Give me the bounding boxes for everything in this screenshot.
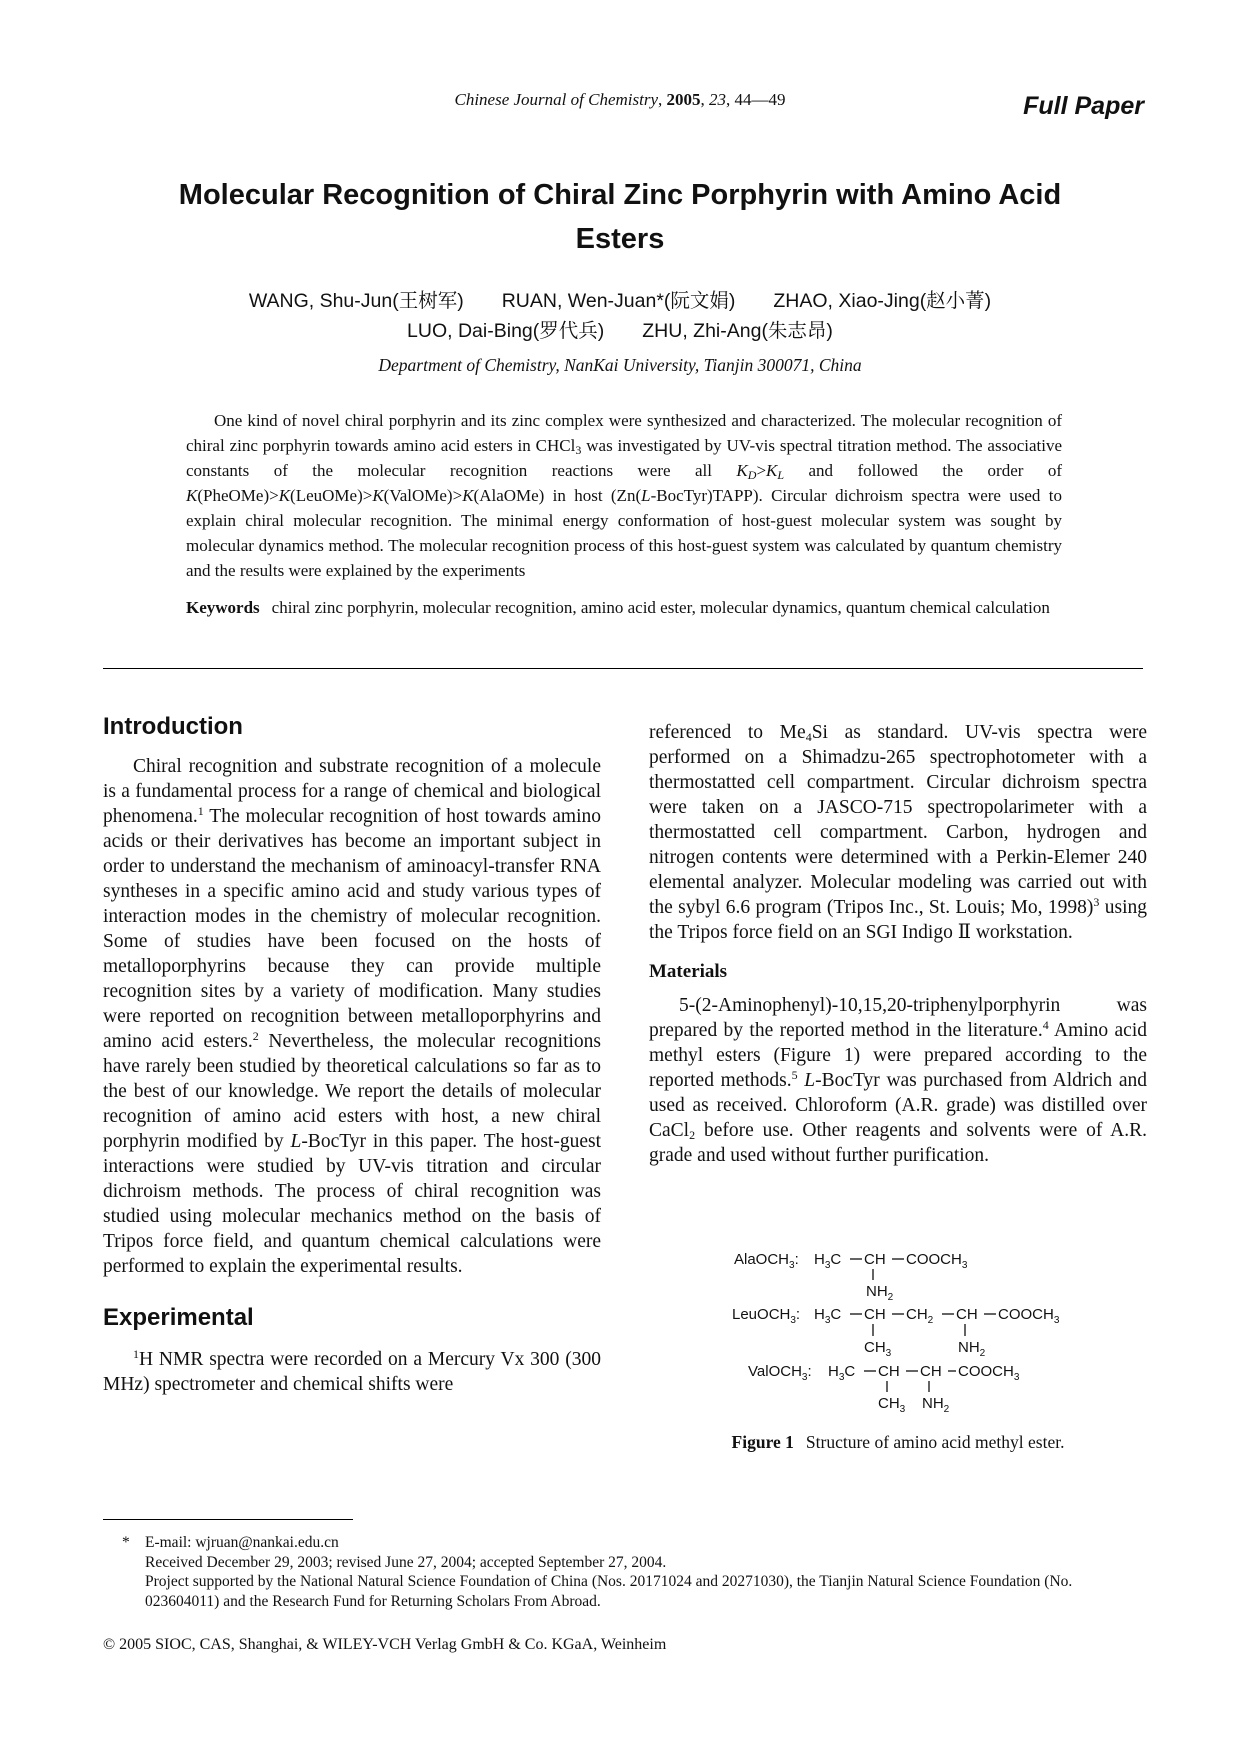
val-ch3: $CH_3$: [878, 1395, 906, 1414]
leu-formula: LeuOCH$_3$: $H_3C$: [732, 1306, 842, 1326]
body-text: -BocTyr in this paper. The host-guest interactions were studied by UV-vis titration and circular dichroism methods. The process of chiral recognition was studied using molecular mechanics method on the basis of Tripos force field, and quantum chemical calculations were performed to explain the experimental results.: [103, 1131, 601, 1277]
ala-formula: AlaOCH$_3$: $H_3C$: [734, 1251, 842, 1271]
running-head: Chinese Journal of Chemistry, 2005, 23, 44—49: [454, 90, 786, 109]
citation: 5: [791, 1068, 798, 1082]
journal-year: 2005: [666, 90, 701, 109]
journal-volume: 23: [709, 90, 726, 109]
abstract-text: (AlaOMe) in host (Zn(: [473, 486, 642, 505]
paper-title: Molecular Recognition of Chiral Zinc Porphyrin with Amino Acid Esters: [178, 179, 1062, 255]
body-text: Nevertheless, the molecular recognitions have rarely been studied by theoretical calculations so far as to the best of our knowledge. We report the details of molecular recognition of amino acid esters with host, a new chiral porphyrin modified by: [103, 1031, 602, 1152]
symbol-k: K: [462, 486, 474, 505]
val-formula: ValOCH$_3$: $H_3C$: [748, 1363, 856, 1383]
materials-paragraph: [649, 993, 1147, 1168]
author: ZHU, Zhi-Ang(朱志昂): [642, 320, 833, 342]
symbol-k: K: [186, 486, 198, 505]
symbol-l: L: [804, 1070, 816, 1091]
abstract-text: was investigated by UV-vis spectral titration method. The associative constants of the molecular recognition reactions were all: [186, 436, 1062, 480]
intro-heading: Introduction: [103, 713, 243, 740]
ala-ch: CH: [864, 1251, 886, 1268]
body-text: Amino acid methyl esters (Figure 1) were prepared according to the reported methods.: [649, 1020, 1147, 1091]
abstract-text: and followed the order of: [784, 461, 1062, 480]
keywords: [186, 595, 1062, 620]
ala-cooch3: $COOCH_3$: [906, 1251, 968, 1271]
section-divider: [103, 668, 1143, 669]
body-text: using the Tripos force field on an SGI Indigo Ⅱ workstation.: [649, 897, 1147, 943]
author: RUAN, Wen-Juan*(阮文娟): [501, 290, 736, 312]
subscript: L: [777, 468, 785, 482]
article-type-label: Full Paper: [1023, 92, 1144, 120]
footnote-funding: Project supported by the National Natural Science Foundation of China (Nos. 20171024 and 20271030), the Tianjin Natural Science Foundation (No. 023604011) and the Research Fund for Returning Scholars From Abroad.: [145, 1573, 1073, 1610]
leu-ch-alpha: CH: [956, 1306, 978, 1323]
keywords-label: Keywords: [186, 598, 260, 617]
footnote-received: Received December 29, 2003; revised June 27, 2004; accepted September 27, 2004.: [145, 1553, 667, 1571]
symbol-l: L: [641, 486, 651, 505]
footnotes: [122, 1533, 1148, 1611]
author-line-2: [0, 316, 1240, 346]
subscript: 2: [689, 1128, 696, 1142]
body-text: 5-(2-Aminophenyl)-10,15,20-triphenylporphyrin was prepared by the reported method in the literature.: [649, 995, 1147, 1041]
subscript: D: [747, 468, 757, 482]
abstract: [186, 408, 1062, 583]
leu-ch: CH: [864, 1306, 886, 1323]
val-cooch3: $COOCH_3$: [958, 1363, 1020, 1383]
left-column: [103, 710, 601, 1397]
body-text: The molecular recognition of host towards amino acids or their derivatives has become an important subject in order to understand the mechanism of aminoacyl-transfer RNA syntheses in a specific amino acid and study various types of interaction modes in the chemistry of molecular recognition. Some of studies have been focused on the hosts of metalloporphyrins because they can provide multiple recognition sites by a variety of modification. Many studies were reported on recognition between metalloporphyrins and amino acid esters.: [103, 806, 601, 1052]
body-text: -BocTyr was purchased from Aldrich and used as received. Chloroform (A.R. grade) was distilled over CaCl: [649, 1070, 1147, 1141]
keywords-text: chiral zinc porphyrin, molecular recognition, amino acid ester, molecular dynamics, quantum chemical calculation: [271, 598, 1050, 617]
journal-pages: 44—49: [734, 90, 786, 109]
intro-paragraph: [103, 754, 601, 1279]
val-ch: CH: [878, 1363, 900, 1380]
figure-label: Figure 1: [731, 1432, 794, 1452]
leu-ch3: $CH_3$: [864, 1339, 892, 1359]
abstract-text: (LeuOMe)>: [290, 486, 373, 505]
figure-1-caption: [649, 1432, 1147, 1453]
right-column: [649, 720, 1147, 1168]
materials-heading: Materials: [649, 961, 728, 982]
footnote-rule: [103, 1519, 353, 1520]
citation: 3: [1093, 895, 1100, 909]
val-ch-alpha: CH: [920, 1363, 942, 1380]
body-text: before use. Other reagents and solvents were of A.R. grade and used without further purification.: [649, 1120, 1147, 1166]
figure-caption-text: Structure of amino acid methyl ester.: [805, 1432, 1065, 1452]
symbol-k: K: [766, 461, 778, 480]
ala-nh2: $NH_2$: [866, 1283, 894, 1303]
val-nh2: $NH_2$: [922, 1395, 950, 1414]
subscript: 4: [805, 730, 812, 744]
symbol-k: K: [278, 486, 291, 505]
abstract-text: >: [756, 461, 767, 480]
superscript: 1: [133, 1347, 139, 1361]
author: ZHAO, Xiao-Jing(赵小菁): [773, 290, 992, 312]
figure-1-structures: [720, 1242, 1120, 1414]
author-list: [0, 286, 1240, 346]
abstract-text: One kind of novel chiral porphyrin and its zinc complex were synthesized and characterized. The molecular recognition of chiral zinc porphyrin towards amino acid esters in CHCl: [186, 411, 1062, 455]
author: WANG, Shu-Jun(王树军): [248, 290, 464, 312]
abstract-text: -BocTyr)TAPP). Circular dichroism spectra were used to explain chiral molecular recognition. The minimal energy conformation of host-guest molecular system was sought by molecular dynamics method. The molecular recognition process of this host-guest system was calculated by quantum chemistry and the results were explained by the experiments: [186, 486, 1062, 580]
footnote-star: *: [122, 1534, 130, 1551]
subscript: 3: [575, 443, 582, 457]
citation: 1: [197, 804, 204, 818]
symbol-l: L: [290, 1131, 302, 1152]
author: LUO, Dai-Bing(罗代兵): [407, 320, 605, 342]
experimental-heading: Experimental: [103, 1304, 254, 1331]
abstract-text: (ValOMe)>: [383, 486, 463, 505]
footnote-email: E-mail: wjruan@nankai.edu.cn: [145, 1534, 339, 1551]
citation: 4: [1042, 1018, 1049, 1032]
body-text: referenced to Me: [649, 722, 806, 743]
body-text: Si as standard. UV-vis spectra were performed on a Shimadzu-265 spectrophotometer with a thermostatted cell compartment. Circular dichroism spectra were taken on a JASCO-715 spectropolarimeter with a thermostatted cell compartment. Carbon, hydrogen and nitrogen contents were determined with a Perkin-Elemer 240 elemental analyzer. Molecular modeling was carried out with the sybyl 6.6 program (Tripos Inc., St. Louis; Mo, 1998): [649, 722, 1148, 918]
leu-cooch3: $COOCH_3$: [998, 1306, 1060, 1326]
body-text: H NMR spectra were recorded on a Mercury Vx 300 (300 MHz) spectrometer and chemical shifts were: [103, 1349, 601, 1395]
abstract-text: (PheOMe)>: [197, 486, 279, 505]
symbol-k: K: [372, 486, 384, 505]
leu-ch2: $CH_2$: [906, 1306, 934, 1326]
experimental-paragraph: [103, 1347, 601, 1397]
body-text: Chiral recognition and substrate recognition of a molecule is a fundamental process for a range of chemical and biological phenomena.: [103, 756, 601, 827]
author-line-1: [0, 286, 1240, 316]
copyright: © 2005 SIOC, CAS, Shanghai, & WILEY-VCH Verlag GmbH & Co. KGaA, Weinheim: [103, 1636, 667, 1653]
journal-name: Chinese Journal of Chemistry: [454, 90, 658, 109]
instruments-paragraph: [649, 720, 1147, 945]
leu-nh2: $NH_2$: [958, 1339, 986, 1359]
symbol-k: K: [736, 461, 748, 480]
citation: 2: [252, 1029, 259, 1043]
affiliation: Department of Chemistry, NanKai University, Tianjin 300071, China: [378, 355, 862, 375]
